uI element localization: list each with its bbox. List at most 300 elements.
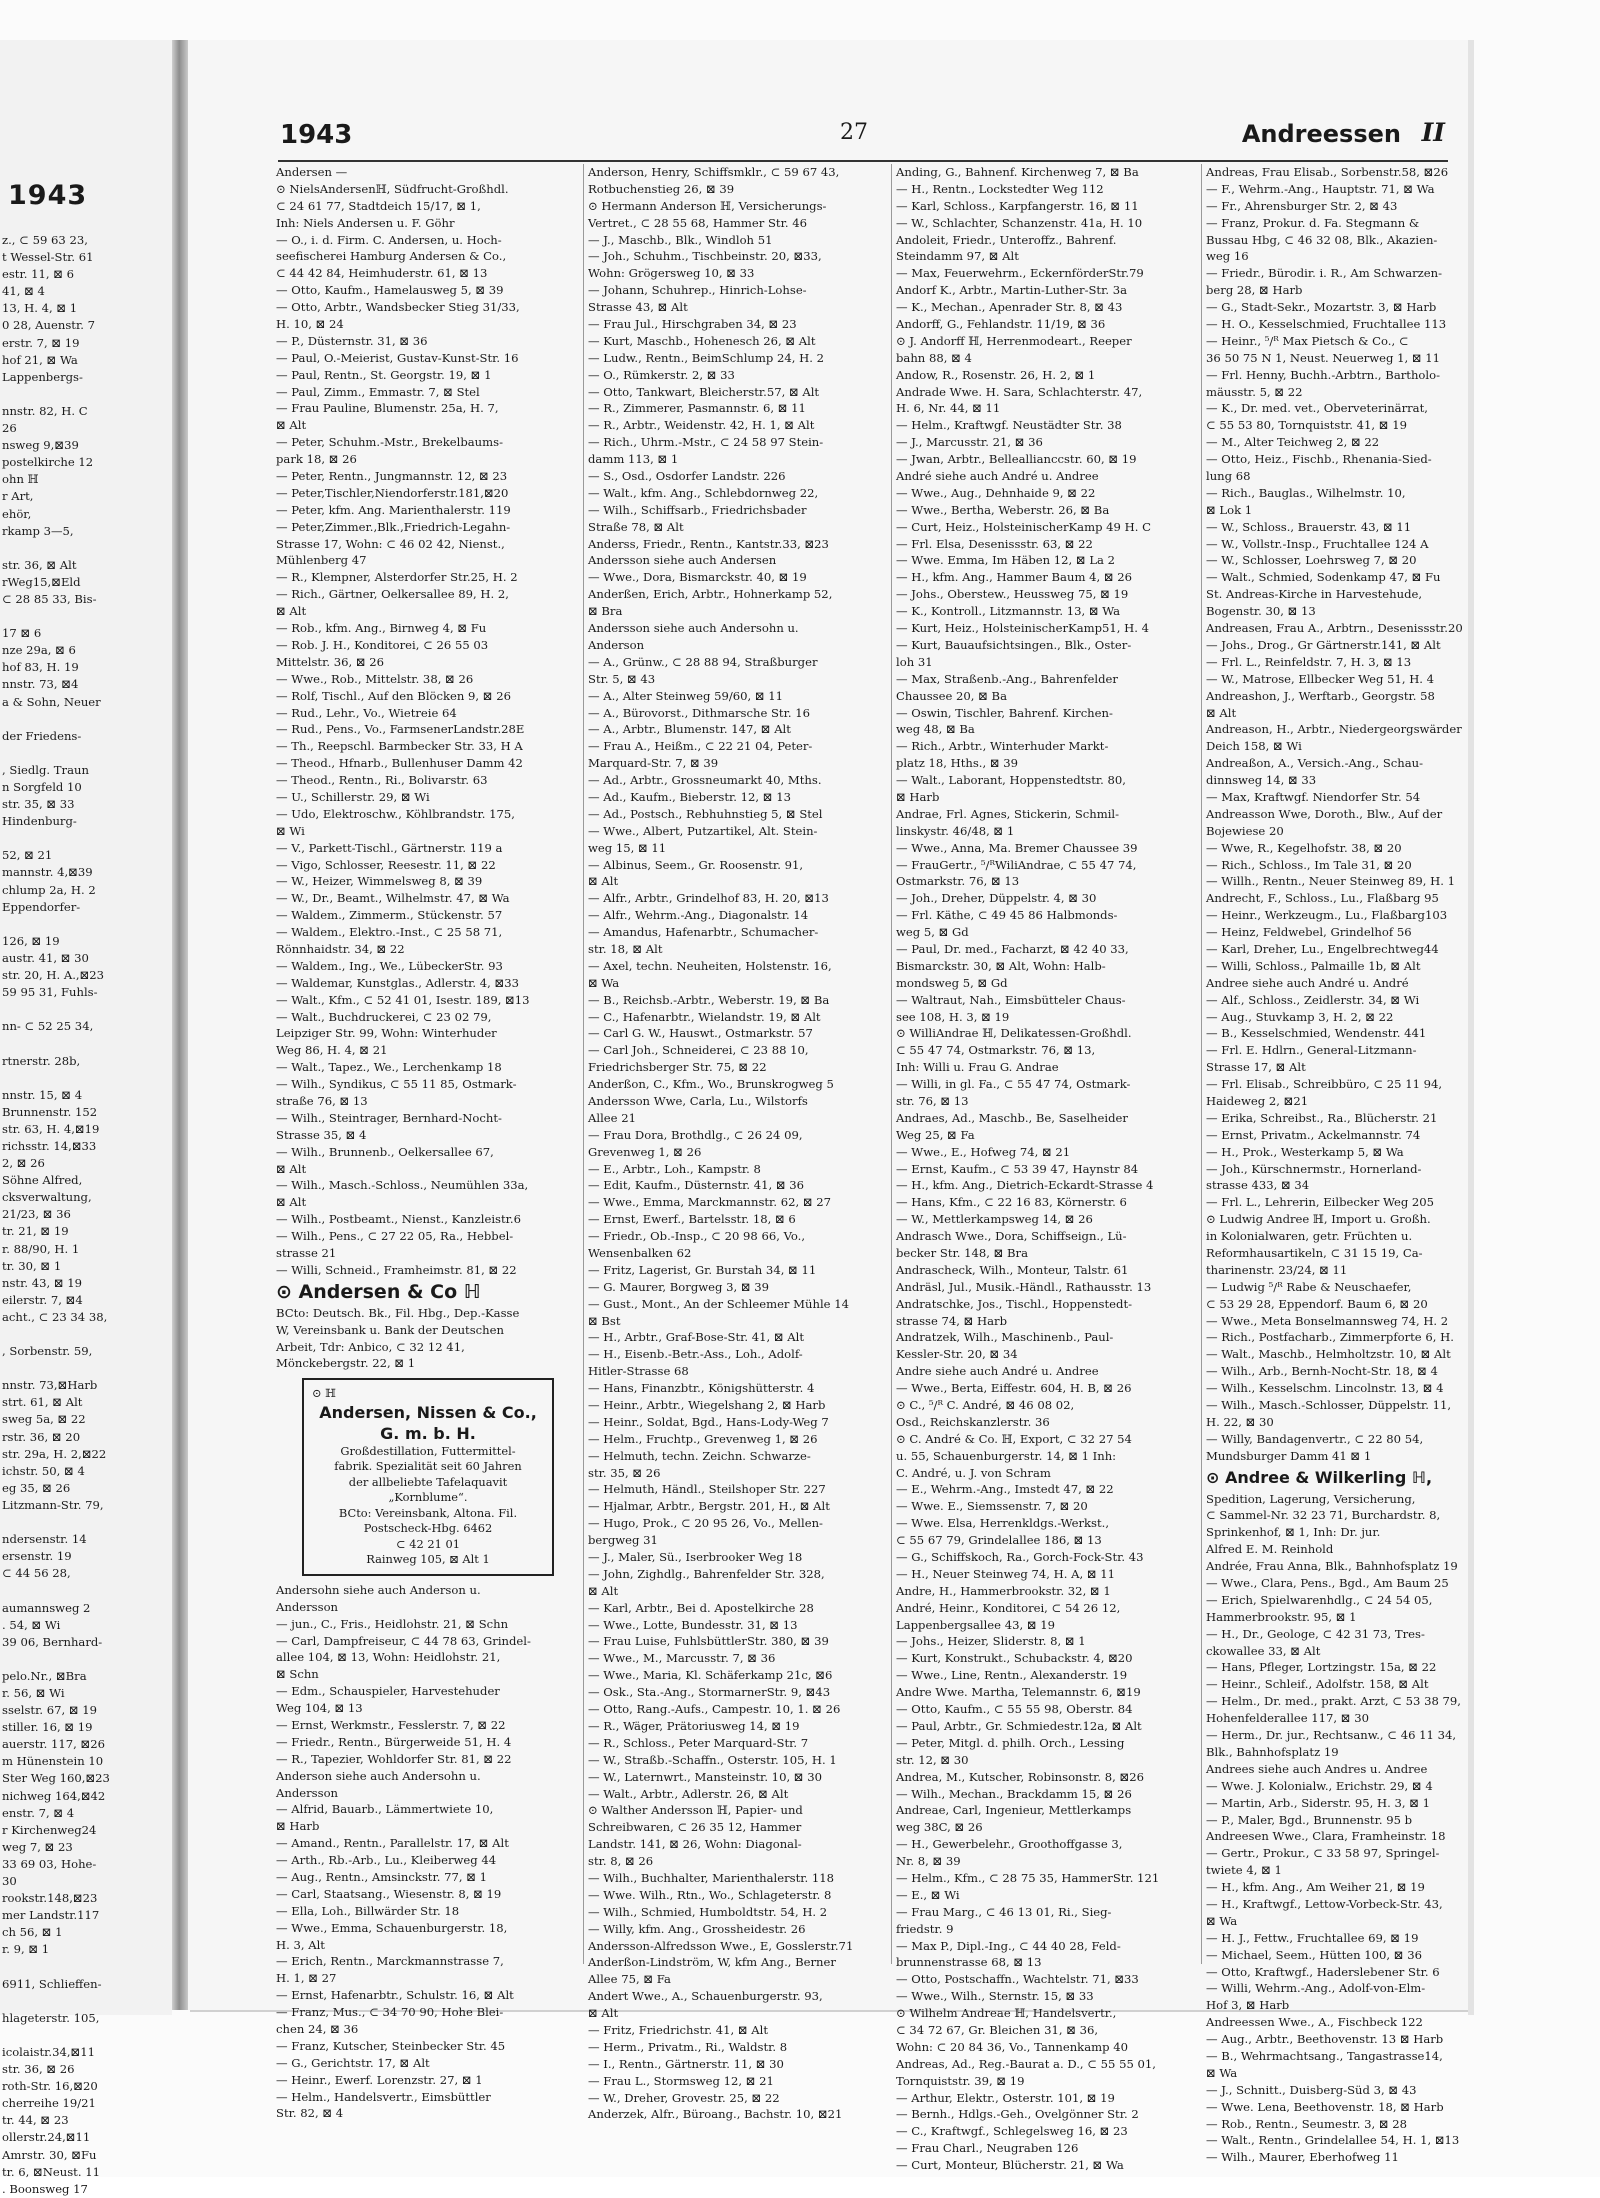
directory-entry: Andreae, Carl, Ingenieur, Mettlerkamps (896, 1803, 1132, 1818)
directory-entry: — Max P., Dipl.-Ing., ⊂ 44 40 28, Feld- (896, 1938, 1121, 1953)
directory-entry: Inh: Willi u. Frau G. Andrae (896, 1060, 1059, 1075)
directory-entry: Andraes, Ad., Maschb., Be, Saselheider (896, 1110, 1128, 1125)
directory-entry: — Arth., Rb.-Arb., Lu., Kleiberweg 44 (276, 1853, 497, 1868)
left-fragment-line (0, 1326, 168, 1343)
directory-entry: — Wwe., Bertha, Weberstr. 26, ⊠ Ba (896, 502, 1110, 517)
directory-entry: Anderss, Friedr., Rentn., Kantstr.33, ⊠23 (588, 536, 829, 551)
directory-entry: — Frau Pauline, Blumenstr. 25a, H. 7, (276, 401, 499, 416)
directory-entry: — Wilh., Buchhalter, Marienthalerstr. 118 (588, 1870, 835, 1885)
directory-entry: H. 1, ⊠ 27 (276, 1971, 337, 1986)
directory-entry: — Heinr., Schleif., Adolfstr. 158, ⊠ Alt (1206, 1677, 1429, 1692)
ad-text-line: BCto: Vereinsbank, Altona. Fil. (338, 1505, 518, 1520)
left-fragment-line: hof 83, H. 19 (2, 660, 79, 675)
directory-entry: Friedrichsberger Str. 75, ⊠ 22 (588, 1060, 767, 1075)
directory-entry: — Heinr., Soldat, Bgd., Hans-Lody-Weg 7 (588, 1414, 829, 1429)
directory-entry: — Theod., Hfnarb., Bullenhuser Damm 42 (276, 756, 523, 771)
left-fragment-line: eilerstr. 7, ⊠4 (2, 1292, 83, 1307)
directory-entry: loh 31 (896, 654, 933, 669)
directory-entry: — Franz, Mus., ⊂ 34 70 90, Hohe Blei- (276, 2005, 504, 2020)
left-fragment-line: 59 95 31, Fuhls- (2, 985, 98, 1000)
directory-entry: — Friedr., Ob.-Insp., ⊂ 20 98 66, Vo., (588, 1229, 806, 1244)
directory-entry: — Edit, Kaufm., Düsternstr. 41, ⊠ 36 (588, 1178, 805, 1193)
directory-entry: — Helm., Kfm., ⊂ 28 75 35, HammerStr. 121 (896, 1870, 1160, 1885)
directory-entry: bergweg 31 (588, 1533, 658, 1548)
directory-entry: — Wwe. J. Kolonialw., Erichstr. 29, ⊠ 4 (1206, 1778, 1433, 1793)
directory-entry: — Theod., Rentn., Ri., Bolivarstr. 63 (276, 773, 488, 788)
directory-entry: — Frl. Henny, Buchh.-Arbtrn., Bartholo- (1206, 367, 1440, 382)
directory-entry: — W., Mettlerkampsweg 14, ⊠ 26 (896, 1212, 1093, 1227)
directory-entry: — H., Gewerbelehr., Groothoffgasse 3, (896, 1837, 1123, 1852)
directory-entry: — Wilh., Schiffsarb., Friedrichsbader (588, 502, 807, 517)
directory-entry: seefischerei Hamburg Andersen & Co., (276, 249, 507, 264)
left-fragment-line: nsweg 9,⊠39 (2, 438, 79, 453)
directory-entry: brunnenstrasse 68, ⊠ 13 (896, 1955, 1042, 1970)
directory-entry: — Erich, Spielwarenhdlg., ⊂ 24 54 05, (1206, 1592, 1433, 1607)
left-fragment-line: mer Landstr.117 (2, 1908, 100, 1923)
directory-entry: Andrasch Wwe., Dora, Schiffseign., Lü- (896, 1229, 1127, 1244)
directory-entry: 36 50 75 N 1, Neust. Neuerweg 1, ⊠ 11 (1206, 350, 1441, 365)
directory-entry: — Fritz, Friedrichstr. 41, ⊠ Alt (588, 2022, 769, 2037)
directory-entry: ⊠ Alt (276, 418, 307, 433)
directory-entry: — Wilh., Masch.-Schlosser, Düppelstr. 11, (1206, 1398, 1452, 1413)
directory-entry: — Walt., Kfm., ⊂ 52 41 01, Isestr. 189, ⊠13 (276, 992, 530, 1007)
directory-entry: Anderson, Henry, Schiffsmklr., ⊂ 59 67 43, (588, 165, 840, 179)
directory-entry: — Joh., Kürschnermstr., Hornerland- (1206, 1161, 1422, 1176)
left-fragment-line: n Sorgfeld 10 (2, 780, 82, 794)
directory-entry: — Karl, Arbtr., Bei d. Apostelkirche 28 (588, 1600, 814, 1615)
left-fragment-line (0, 916, 168, 933)
directory-entry: — Walt., Maschb., Helmholtzstr. 10, ⊠ Alt (1206, 1347, 1451, 1362)
directory-entry: — Frau L., Stormsweg 12, ⊠ 21 (588, 2073, 774, 2088)
directory-entry: — H., Arbtr., Graf-Bose-Str. 41, ⊠ Alt (588, 1330, 805, 1345)
left-fragment-line: Ster Weg 160,⊠23 (2, 1771, 110, 1786)
directory-entry: — Rud., Pens., Vo., FarmsenerLandstr.28E (276, 722, 525, 737)
column-4 (1206, 164, 1506, 2166)
directory-entry: — Wwe., Emma, Schauenburgerstr. 18, (276, 1920, 508, 1935)
directory-entry: Andratzek, Wilh., Maschinenb., Paul- (896, 1330, 1114, 1345)
directory-entry: — FrauGertr., ⁵/ᴿWiliAndrae, ⊂ 55 47 74, (896, 857, 1137, 872)
left-fragment-line: 26 (2, 421, 17, 436)
directory-entry: — Ernst, Ewerf., Bartelsstr. 18, ⊠ 6 (588, 1212, 796, 1227)
left-fragment-line: estr. 11, ⊠ 6 (2, 267, 75, 282)
left-fragment-line: str. 36, ⊠ Alt (2, 557, 77, 572)
directory-entry: Strasse 17, Wohn: ⊂ 46 02 42, Nienst., (276, 536, 505, 551)
left-fragment-line: postelkirche 12 (2, 455, 94, 470)
left-fragment-line: austr. 41, ⊠ 30 (2, 950, 89, 965)
directory-entry: Osd., Reichskanzlerstr. 36 (896, 1414, 1050, 1429)
directory-entry: — E., Arbtr., Loh., Kampstr. 8 (588, 1161, 761, 1176)
directory-entry: Rönnhaidstr. 34, ⊠ 22 (276, 941, 405, 956)
directory-entry: H. 22, ⊠ 30 (1206, 1414, 1274, 1429)
directory-entry: — Rich., Gärtner, Oelkersallee 89, H. 2, (276, 587, 509, 602)
directory-entry: — H., Kraftwgf., Lettow-Vorbeck-Str. 43, (1206, 1896, 1443, 1911)
left-fragment-line: tr. 21, ⊠ 19 (2, 1224, 69, 1239)
left-fragment-line (0, 1651, 168, 1668)
directory-entry: — Martin, Arb., Siderstr. 95, H. 3, ⊠ 1 (1206, 1795, 1431, 1810)
directory-entry: — W., Straßb.-Schaffn., Osterstr. 105, H. 1 (588, 1752, 837, 1767)
left-fragment-line (0, 1993, 168, 2010)
column-3 (896, 164, 1194, 2174)
left-fragment-line: icolaistr.34,⊠11 (2, 2044, 95, 2059)
directory-entry: ⊂ 44 42 84, Heimhuderstr. 61, ⊠ 13 (276, 266, 488, 281)
directory-entry: — Ad., Postsch., Rebhuhnstieg 5, ⊠ Stel (588, 806, 823, 821)
directory-entry: Haideweg 2, ⊠21 (1206, 1093, 1309, 1108)
left-fragment-line: chlump 2a, H. 2 (2, 882, 96, 897)
directory-entry: Mühlenberg 47 (276, 553, 367, 568)
directory-entry: str. 35, ⊠ 26 (588, 1465, 661, 1480)
directory-entry: — G. Maurer, Borgweg 3, ⊠ 39 (588, 1279, 770, 1294)
directory-entry: Andreas, Frau Elisab., Sorbenstr.58, ⊠26 (1206, 165, 1449, 179)
directory-entry: — Heinr., ⁵/ᴿ Max Pietsch & Co., ⊂ (1206, 333, 1409, 348)
ad-marker: ⊙ ℍ (312, 1386, 336, 1401)
left-fragment-line: 33 69 03, Hohe- (2, 1856, 97, 1871)
directory-entry: — J., Maschb., Blk., Windloh 51 (588, 232, 773, 247)
directory-entry: ⊠ Alt (588, 1583, 619, 1598)
directory-entry: — Otto, Rang.-Aufs., Campestr. 10, 1. ⊠ 26 (588, 1702, 841, 1717)
directory-entry: ⊠ Bra (588, 604, 623, 619)
left-fragment-line: tr. 6, ⊠Neust. 11 (2, 2164, 100, 2179)
directory-entry: — Helmuth, Händl., Steilshoper Str. 227 (588, 1482, 826, 1497)
directory-entry: Alfred E. M. Reinhold (1206, 1542, 1334, 1557)
directory-entry: — Kurt, Konstrukt., Schubackstr. 4, ⊠20 (896, 1651, 1133, 1666)
directory-entry: — Jwan, Arbtr., Belleallianccstr. 60, ⊠ 19 (896, 452, 1137, 467)
directory-entry: — G., Schiffskoch, Ra., Gorch-Fock-Str. 43 (896, 1550, 1144, 1565)
directory-page (188, 40, 1468, 2173)
directory-entry: Reformhausartikeln, ⊂ 31 15 19, Ca- (1206, 1246, 1423, 1260)
directory-entry: — Waldemar, Kunstglas., Adlerstr. 4, ⊠33 (276, 975, 519, 990)
directory-entry: — Wilh., Brunnenb., Oelkersallee 67, (276, 1144, 494, 1159)
directory-entry: — R., Schloss., Peter Marquard-Str. 7 (588, 1735, 809, 1750)
directory-entry: — Wwe., Line, Rentn., Alexanderstr. 19 (896, 1668, 1128, 1683)
directory-entry: — B., Kesselschmied, Wendenstr. 441 (1206, 1026, 1427, 1041)
directory-entry: str. 12, ⊠ 30 (896, 1752, 969, 1767)
left-fragment-line: r. 88/90, H. 1 (2, 1241, 80, 1256)
directory-entry: — R., Tapezier, Wohldorfer Str. 81, ⊠ 22 (276, 1751, 512, 1766)
left-fragment-line: pelo.Nr., ⊠Bra (2, 1668, 87, 1683)
directory-entry: — Ernst, Kaufm., ⊂ 53 39 47, Haynstr 84 (896, 1161, 1139, 1176)
directory-entry: strasse 21 (276, 1246, 337, 1260)
directory-entry: Andrea, M., Kutscher, Robinsonstr. 8, ⊠26 (896, 1769, 1144, 1784)
left-fragment-line: z., ⊂ 59 63 23, (2, 233, 88, 247)
directory-entry: — F., Wehrm.-Ang., Hauptstr. 71, ⊠ Wa (1206, 181, 1435, 196)
directory-entry: — H., Neuer Steinweg 74, H. A, ⊠ 11 (896, 1566, 1116, 1581)
directory-entry: — Frau A., Heißm., ⊂ 22 21 04, Peter- (588, 739, 813, 754)
directory-entry: Lappenbergsallee 43, ⊠ 19 (896, 1617, 1055, 1632)
directory-entry: Andersson siehe auch Andersen (588, 553, 777, 568)
directory-entry: Strasse 43, ⊠ Alt (588, 300, 688, 315)
column-1-entries-tail (276, 1582, 576, 2123)
directory-entry: ⊠ Alt (1206, 705, 1237, 720)
left-fragment-line: str. 29a, H. 2,⊠22 (2, 1446, 107, 1461)
directory-entry: Bojewiese 20 (1206, 823, 1284, 838)
left-fragment-line (0, 540, 168, 557)
directory-entry: — Rich., Arbtr., Winterhuder Markt- (896, 739, 1109, 754)
directory-entry: — Wilh., Maurer, Eberhofweg 11 (1206, 2150, 1399, 2165)
left-fragment-line: mannstr. 4,⊠39 (2, 865, 93, 880)
directory-entry: — Willh., Rentn., Neuer Steinweg 89, H. 1 (1206, 874, 1455, 889)
directory-entry: — Frau Dora, Brothdlg., ⊂ 26 24 09, (588, 1127, 803, 1142)
directory-entry: — Walt., Tapez., We., Lerchenkamp 18 (276, 1060, 502, 1075)
directory-entry: — Paul, Zimm., Emmastr. 7, ⊠ Stel (276, 384, 480, 399)
directory-entry: — Otto, Tankwart, Bleicherstr.57, ⊠ Alt (588, 384, 820, 399)
directory-entry: — Curt, Monteur, Blücherstr. 21, ⊠ Wa (896, 2158, 1124, 2173)
left-fragment-line: erstr. 7, ⊠ 19 (2, 335, 80, 350)
directory-entry: Rotbuchenstieg 26, ⊠ 39 (588, 181, 735, 196)
directory-entry: — Waldem., Ing., We., LübeckerStr. 93 (276, 958, 503, 973)
directory-entry: Marquard-Str. 7, ⊠ 39 (588, 756, 719, 771)
directory-entry: — R., Zimmerer, Pasmannstr. 6, ⊠ 11 (588, 401, 806, 416)
directory-entry: — Herm., Privatm., Ri., Waldstr. 8 (588, 2039, 788, 2054)
directory-entry: Sprinkenhof, ⊠ 1, Inh: Dr. jur. (1206, 1525, 1381, 1540)
directory-entry: mondsweg 5, ⊠ Gd (896, 975, 1008, 990)
directory-entry: — Max, Feuerwehrm., EckernförderStr.79 (896, 266, 1144, 281)
left-fragment-line: rstr. 36, ⊠ 20 (2, 1429, 81, 1444)
left-fragment-line: weg 7, ⊠ 23 (2, 1839, 73, 1854)
directory-entry: — Rolf, Tischl., Auf den Blöcken 9, ⊠ 26 (276, 688, 511, 703)
directory-entry: Andrecht, F., Schloss., Lu., Flaßbarg 95 (1206, 891, 1439, 906)
directory-entry: — Johs., Oberstew., Heussweg 75, ⊠ 19 (896, 587, 1129, 602)
left-fragment-line: roth-Str. 16,⊠20 (2, 2079, 98, 2094)
left-fragment-line: nze 29a, ⊠ 6 (2, 643, 76, 658)
directory-entry: — Gertr., Prokur., ⊂ 33 58 97, Springel- (1206, 1846, 1440, 1861)
directory-entry: — Osk., Sta.-Ang., StormarnerStr. 9, ⊠43 (588, 1685, 831, 1700)
directory-entry: — A., Grünw., ⊂ 28 88 94, Straßburger (588, 654, 818, 669)
directory-entry: see 108, H. 3, ⊠ 19 (896, 1009, 1010, 1024)
directory-entry: — R., Arbtr., Weidenstr. 42, H. 1, ⊠ Alt (588, 418, 815, 433)
directory-entry: — Alfr., Arbtr., Grindelhof 83, H. 20, ⊠13 (588, 891, 829, 906)
directory-entry: — Rob., Rentn., Seumestr. 3, ⊠ 28 (1206, 2116, 1407, 2131)
directory-entry: — Wwe., Emma, Marckmannstr. 62, ⊠ 27 (588, 1195, 831, 1210)
directory-entry: — A., Arbtr., Blumenstr. 147, ⊠ Alt (588, 722, 791, 737)
directory-entry: — H., Prok., Westerkamp 5, ⊠ Wa (1206, 1144, 1404, 1159)
ad-text-line: Postscheck-Hbg. 6462 (363, 1521, 493, 1536)
directory-entry: ⊠ Alt (276, 1195, 307, 1210)
directory-entry: — Wilh., Masch.-Schloss., Neumühlen 33a, (276, 1178, 529, 1193)
directory-entry: twiete 4, ⊠ 1 (1206, 1863, 1282, 1878)
directory-entry: — Ludw., Rentn., BeimSchlump 24, H. 2 (588, 350, 824, 365)
left-fragment-line (0, 830, 168, 847)
directory-entry: ⊠ Bst (588, 1313, 621, 1328)
directory-entry: — Heinr., Werkzeugm., Lu., Flaßbarg103 (1206, 908, 1448, 923)
page-edge (1468, 40, 1474, 2015)
directory-entry: — Johann, Schuhrep., Hinrich-Lohse- (588, 283, 807, 298)
directory-entry: ⊂ 34 72 67, Gr. Bleichen 31, ⊠ 36, (896, 2022, 1099, 2037)
left-fragment-line (0, 1070, 168, 1087)
directory-entry: — P., Maler, Bgd., Brunnenstr. 95 b (1206, 1812, 1413, 1827)
left-fragment-line: Amrstr. 30, ⊠Fu (2, 2147, 97, 2162)
directory-entry: — Franz, Prokur. d. Fa. Stegmann & (1206, 215, 1420, 230)
directory-entry: — Aug., Arbtr., Beethovenstr. 13 ⊠ Harb (1206, 2032, 1444, 2047)
directory-entry: — H., kfm. Ang., Hammer Baum 4, ⊠ 26 (896, 570, 1133, 585)
directory-entry: ⊙ NielsAndersenℍ, Südfrucht-Großhdl. (276, 181, 509, 196)
directory-entry: Landstr. 141, ⊠ 26, Wohn: Diagonal- (588, 1837, 802, 1852)
directory-entry: Mittelstr. 36, ⊠ 26 (276, 654, 384, 669)
directory-entry: strasse 74, ⊠ Harb (896, 1313, 1008, 1328)
directory-entry: — Helm., Dr. med., prakt. Arzt, ⊂ 53 38 79, (1206, 1694, 1461, 1709)
directory-entry: — Helmuth, techn. Zeichn. Schwarze- (588, 1448, 811, 1463)
directory-entry: — H., kfm. Ang., Am Weiher 21, ⊠ 19 (1206, 1880, 1425, 1895)
directory-entry: — Johs., Heizer, Sliderstr. 8, ⊠ 1 (896, 1634, 1086, 1649)
directory-entry: — Frl. Elisab., Schreibbüro, ⊂ 25 11 94, (1206, 1077, 1443, 1092)
directory-entry: — Peter, Rentn., Jungmannstr. 12, ⊠ 23 (276, 469, 508, 484)
column-2 (588, 164, 886, 2123)
directory-entry: Strasse 35, ⊠ 4 (276, 1127, 367, 1142)
directory-entry: — Rich., Bauglas., Wilhelmstr. 10, (1206, 485, 1406, 500)
directory-entry: — Heinr., Arbtr., Wiegelshang 2, ⊠ Harb (588, 1398, 826, 1413)
directory-entry: Andräsl, Jul., Musik.-Händl., Rathausstr. 13 (896, 1279, 1152, 1294)
directory-entry: H. 3, Alt (276, 1937, 325, 1952)
directory-entry: Tornquiststr. 39, ⊠ 19 (896, 2073, 1025, 2088)
directory-entry: — A., Bürovorst., Dithmarsche Str. 16 (588, 705, 810, 720)
directory-entry: — W., Dreher, Grovestr. 25, ⊠ 22 (588, 2090, 780, 2105)
directory-entry: — Wwe., Wilh., Sternstr. 15, ⊠ 33 (896, 1989, 1094, 2004)
left-fragment-line: stiller. 16, ⊠ 19 (2, 1720, 93, 1735)
left-fragment-line: tr. 30, ⊠ 1 (2, 1258, 62, 1273)
directory-entry: — Michael, Seem., Hütten 100, ⊠ 36 (1206, 1947, 1422, 1962)
left-fragment-line (0, 1514, 168, 1531)
page-number: 27 (840, 120, 868, 145)
directory-entry: — V., Parkett-Tischl., Gärtnerstr. 119 a (276, 840, 503, 855)
left-fragment-line: rWeg15,⊠Eld (2, 574, 81, 589)
directory-entry: — Aug., Stuvkamp 3, H. 2, ⊠ 22 (1206, 1009, 1394, 1024)
left-fragment-line: Hindenburg- (2, 814, 77, 829)
directory-entry: — Paul, Rentn., St. Georgstr. 19, ⊠ 1 (276, 367, 492, 382)
directory-entry: — Wwe. E., Siemssenstr. 7, ⊠ 20 (896, 1499, 1088, 1514)
directory-entry: — W., Matrose, Ellbecker Weg 51, H. 4 (1206, 671, 1435, 686)
column-divider (583, 164, 584, 1964)
directory-entry: — Wwe. Emma, Im Häben 12, ⊠ La 2 (896, 553, 1115, 568)
directory-entry: — Wilh., Arb., Bernh-Nocht-Str. 18, ⊠ 4 (1206, 1364, 1438, 1379)
directory-entry: ⊠ Alt (276, 1161, 307, 1176)
advertisement-box (302, 1378, 554, 1576)
directory-entry: — Wilh., Postbeamt., Nienst., Kanzleistr.6 (276, 1212, 521, 1227)
directory-entry: — R., Wäger, Prätoriusweg 14, ⊠ 19 (588, 1718, 800, 1733)
directory-entry: — H., Rentn., Lockstedter Weg 112 (896, 181, 1104, 196)
directory-entry: — B., Wehrmachtsang., Tangastrasse14, (1206, 2048, 1443, 2063)
left-fragment-line: eg 35, ⊠ 26 (2, 1480, 71, 1495)
directory-entry: H. 10, ⊠ 24 (276, 317, 344, 332)
directory-entry: strasse 433, ⊠ 34 (1206, 1178, 1310, 1193)
directory-entry: — Frl. Elsa, Desenissstr. 63, ⊠ 22 (896, 536, 1093, 551)
left-fragment-line: r Kirchenweg24 (2, 1822, 97, 1837)
directory-entry: — Max, Straßenb.-Ang., Bahrenfelder (896, 671, 1118, 686)
ad-body (312, 1444, 544, 1568)
directory-entry: — Otto, Heiz., Fischb., Rhenania-Sied- (1206, 452, 1432, 467)
left-fragment-line: 126, ⊠ 19 (2, 933, 60, 948)
directory-entry: — Rich., Postfacharb., Zimmerpforte 6, H. (1206, 1330, 1454, 1345)
directory-entry: Andreas, Ad., Reg.-Baurat a. D., ⊂ 55 55 01, (896, 2056, 1156, 2071)
directory-entry: Hof 3, ⊠ Harb (1206, 1998, 1290, 2013)
directory-entry: Andreessen Wwe., A., Fischbeck 122 (1206, 2015, 1423, 2030)
directory-entry: Chaussee 20, ⊠ Ba (896, 688, 1007, 703)
directory-entry: tharinenstr. 23/24, ⊠ 11 (1206, 1262, 1348, 1277)
directory-entry: — J., Maler, Sü., Iserbrooker Weg 18 (588, 1550, 803, 1565)
directory-entry: W, Vereinsbank u. Bank der Deutschen (276, 1322, 504, 1337)
directory-entry: — Frl. L., Reinfeldstr. 7, H. 3, ⊠ 13 (1206, 654, 1412, 669)
directory-entry: Andreasen, Frau A., Arbtrn., Desenissstr.20 (1206, 621, 1463, 636)
directory-entry: — Rud., Lehr., Vo., Wietreie 64 (276, 705, 457, 720)
directory-entry: — G., Gerichtstr. 17, ⊠ Alt (276, 2055, 430, 2070)
directory-entry: dinnsweg 14, ⊠ 33 (1206, 773, 1317, 788)
directory-entry: — Walt., Schmied, Sodenkamp 47, ⊠ Fu (1206, 570, 1441, 585)
ad-text-line: ⊂ 42 21 01 (396, 1536, 460, 1551)
directory-entry: — Alfrid, Bauarb., Lämmertwiete 10, (276, 1802, 494, 1817)
directory-entry: — Frau Charl., Neugraben 126 (896, 2141, 1079, 2156)
directory-entry: — H. O., Kesselschmied, Fruchtallee 113 (1206, 317, 1447, 332)
directory-entry: — E., ⊠ Wi (896, 1887, 960, 1902)
directory-entry: — Heinz, Feldwebel, Grindelhof 56 (1206, 925, 1412, 940)
directory-entry: mäusstr. 5, ⊠ 22 (1206, 384, 1303, 399)
directory-entry: St. Andreas-Kirche in Harvestehude, (1206, 587, 1423, 602)
directory-entry: ⊂ Sammel-Nr. 32 23 71, Burchardstr. 8, (1206, 1508, 1441, 1523)
left-fragment-line: ndersenstr. 14 (2, 1532, 87, 1547)
left-fragment-line: hlageterstr. 105, (2, 2010, 100, 2025)
directory-entry: Andersson siehe auch Andersohn u. (588, 621, 799, 636)
directory-entry: — G., Stadt-Sekr., Mozartstr. 3, ⊠ Harb (1206, 300, 1437, 315)
directory-entry: Mönckebergstr. 22, ⊠ 1 (276, 1356, 416, 1371)
directory-entry: — Peter, Mitgl. d. philh. Orch., Lessing (896, 1735, 1125, 1750)
directory-entry: — Willi, Schloss., Palmaille 1b, ⊠ Alt (1206, 958, 1421, 973)
left-fragment-line: ⊂ 28 85 33, Bis- (2, 591, 97, 606)
directory-entry: — Karl, Schloss., Karpfangerstr. 16, ⊠ 11 (896, 198, 1139, 213)
directory-entry: — Peter,Tischler,Niendorferstr.181,⊠20 (276, 485, 509, 500)
directory-entry: ⊠ Wa (588, 975, 620, 990)
directory-entry: Steindamm 97, ⊠ Alt (896, 249, 1019, 264)
column-4-entries-tail (1206, 1491, 1506, 2167)
directory-entry: — Frau Jul., Hirschgraben 34, ⊠ 23 (588, 317, 797, 332)
directory-entry: — Bernh., Hdlgs.-Geh., Ovelgönner Str. 2 (896, 2107, 1139, 2122)
directory-entry: — Paul, Dr. med., Facharzt, ⊠ 42 40 33, (896, 941, 1129, 956)
left-fragment-line (0, 1001, 168, 1018)
column-divider (1201, 164, 1202, 1964)
directory-entry: ckowallee 33, ⊠ Alt (1206, 1643, 1321, 1658)
left-fragment-line (0, 386, 168, 403)
left-fragment-line: Eppendorfer- (2, 899, 81, 914)
directory-entry: — Joh., Schuhm., Tischbeinstr. 20, ⊠33, (588, 249, 822, 264)
directory-entry: Allee 75, ⊠ Fa (588, 1972, 671, 1987)
directory-entry: — B., Reichsb.-Arbtr., Weberstr. 19, ⊠ Ba (588, 992, 830, 1007)
left-fragment-line: strt. 61, ⊠ Alt (2, 1395, 83, 1410)
left-fragment-line: der Friedens- (2, 728, 82, 743)
directory-entry: — H., kfm. Ang., Dietrich-Eckardt-Strasse 4 (896, 1178, 1154, 1193)
left-page-column (0, 232, 168, 2198)
left-fragment-line (0, 2027, 168, 2044)
directory-entry: Wohn: ⊂ 20 84 36, Vo., Tannenkamp 40 (896, 2039, 1128, 2054)
directory-entry: — Ernst, Hafenarbtr., Schulstr. 16, ⊠ Alt (276, 1988, 514, 2003)
left-fragment-line: . 54, ⊠ Wi (2, 1617, 61, 1632)
directory-entry: — Otto, Kraftwgf., Haderslebener Str. 6 (1206, 1964, 1440, 1979)
left-fragment-line: Litzmann-Str. 79, (2, 1497, 104, 1512)
directory-entry: ⊠ Alt (276, 604, 307, 619)
directory-entry: — Otto, Arbtr., Wandsbecker Stieg 31/33, (276, 300, 520, 315)
directory-entry: — Carl, Dampfreiseur, ⊂ 44 78 63, Grindel- (276, 1633, 531, 1648)
directory-entry: Inh: Niels Andersen u. F. Göhr (276, 215, 455, 230)
left-fragment-line: r. 9, ⊠ 1 (2, 1942, 50, 1957)
directory-entry: Andreason, H., Arbtr., Niedergeorgswärder (1206, 722, 1462, 737)
directory-entry: ⊠ Alt (588, 874, 619, 889)
left-fragment-line: hof 21, ⊠ Wa (2, 352, 78, 367)
directory-entry: — Carl G. W., Hauswt., Ostmarkstr. 57 (588, 1026, 813, 1041)
directory-entry: — Wwe., Berta, Eiffestr. 604, H. B, ⊠ 26 (896, 1381, 1132, 1396)
left-fragment-line: sweg 5a, ⊠ 22 (2, 1412, 86, 1427)
directory-entry: Str. 82, ⊠ 4 (276, 2106, 344, 2121)
directory-entry: — Wilh., Syndikus, ⊂ 55 11 85, Ostmark- (276, 1077, 517, 1092)
directory-entry: Nr. 8, ⊠ 39 (896, 1854, 961, 1869)
directory-entry: — Ludwig ⁵/ᴿ Rabe & Neuschaefer, (1206, 1279, 1412, 1294)
directory-entry: — H., Dr., Geologe, ⊂ 42 31 73, Tres- (1206, 1626, 1425, 1641)
directory-entry: — C., Hafenarbtr., Wielandstr. 19, ⊠ Alt (588, 1009, 821, 1024)
directory-entry: — W., Schloss., Brauerstr. 43, ⊠ 11 (1206, 519, 1412, 534)
